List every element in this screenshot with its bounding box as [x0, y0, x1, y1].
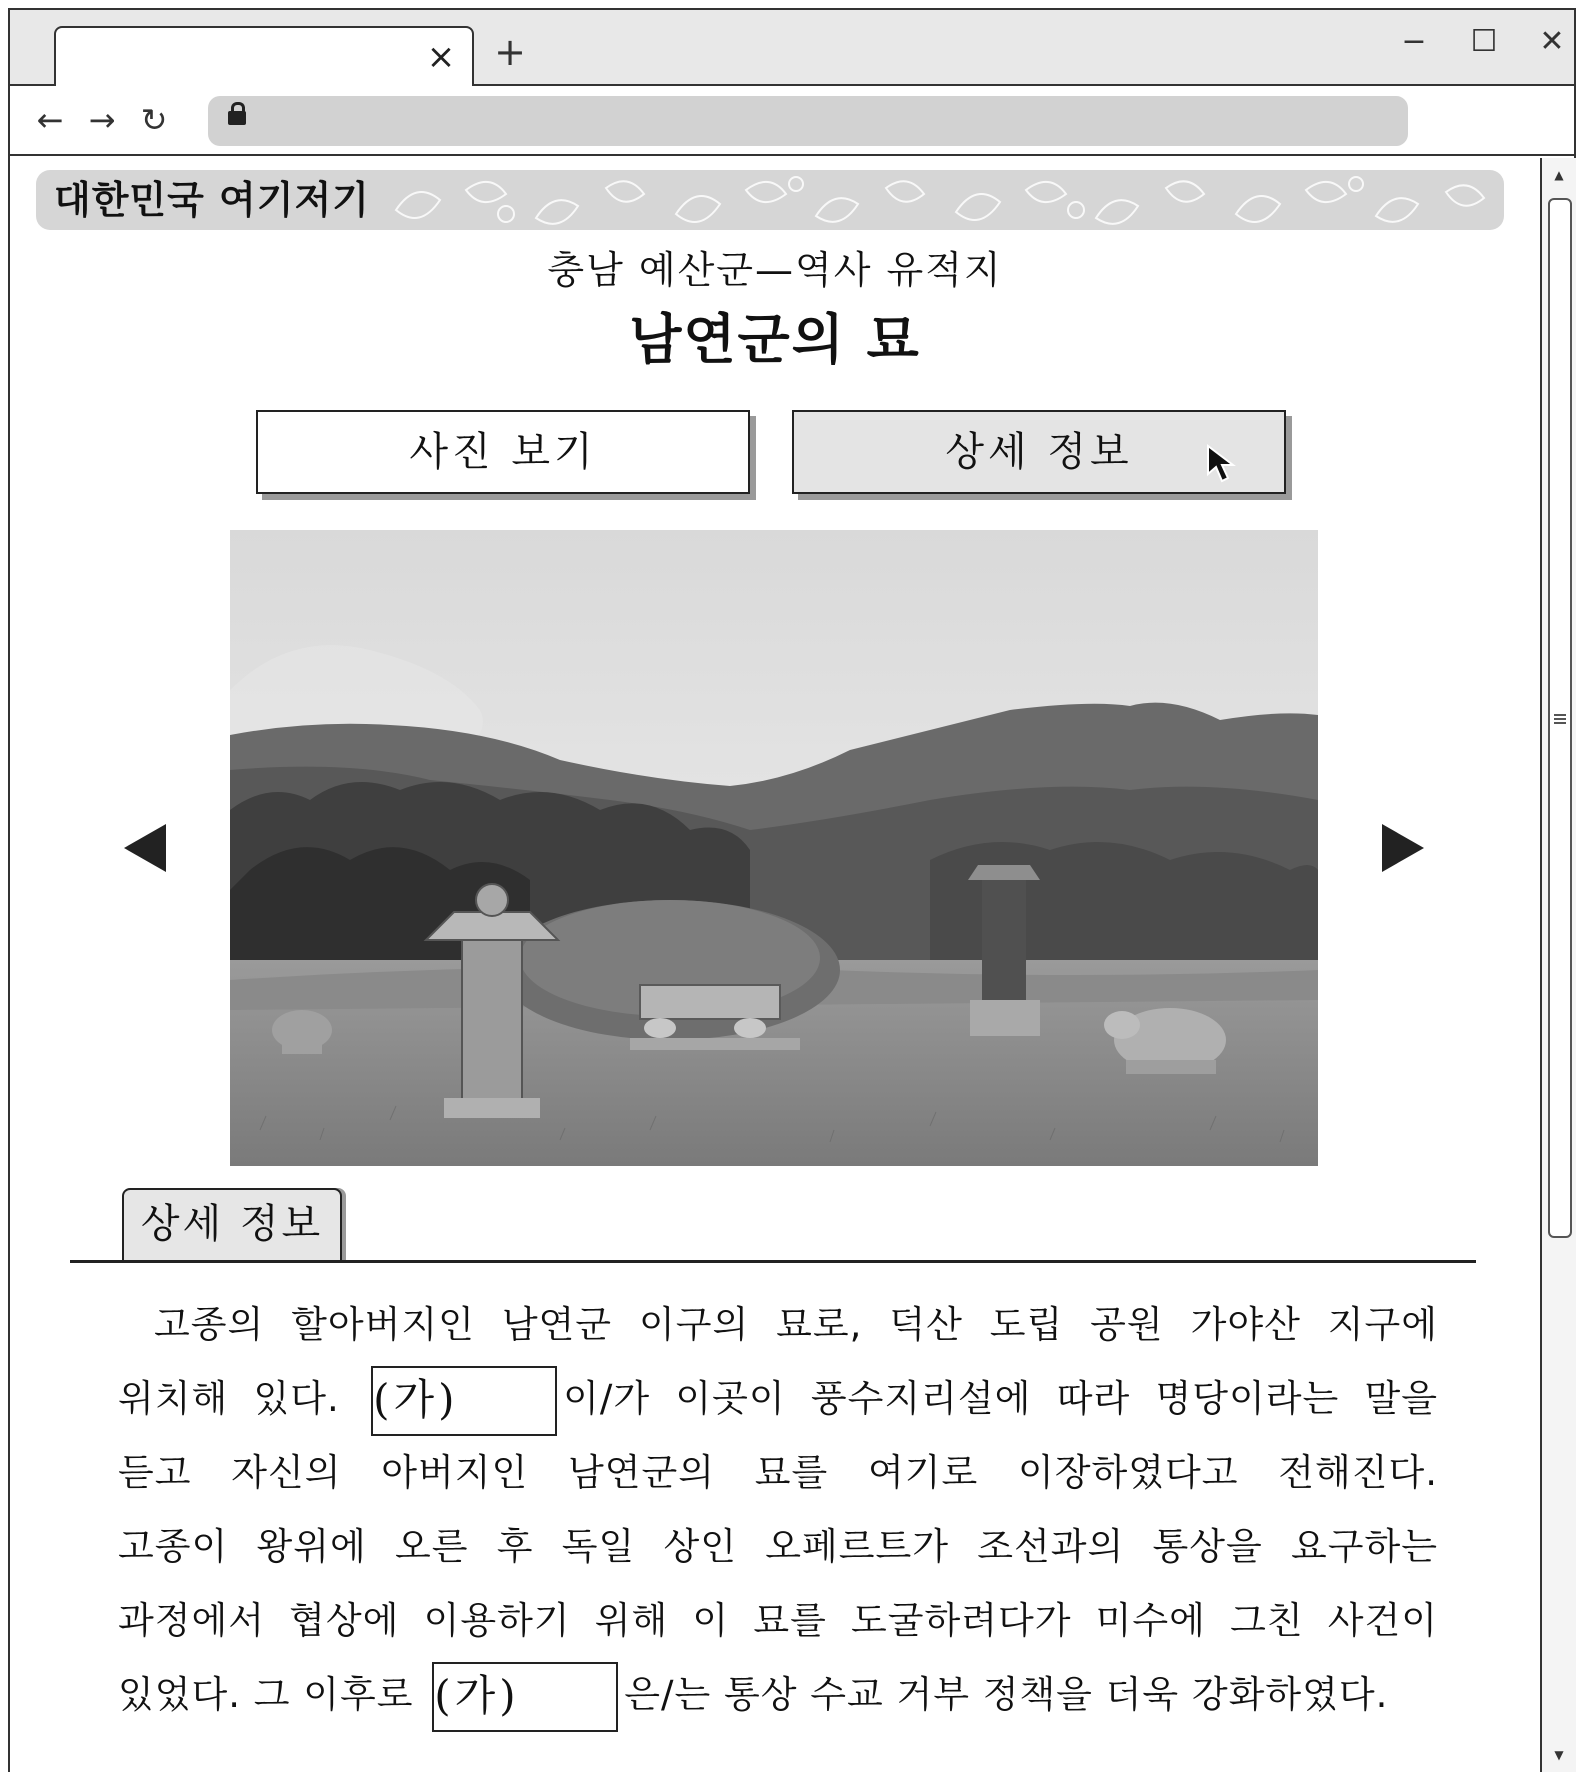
close-window-icon[interactable]: ✕ — [1539, 24, 1565, 59]
photo-view-button[interactable]: 사진 보기 — [256, 410, 750, 494]
mouse-pointer-icon — [1206, 444, 1242, 484]
body-line-6-pre: 있었다. 그 이후로 — [118, 1673, 414, 1716]
scrollbar-grip-icon — [1554, 714, 1566, 724]
body-line-6 — [118, 1658, 1438, 1732]
detail-body-text — [118, 1288, 1438, 1732]
body-line-2 — [118, 1362, 1438, 1436]
site-title[interactable]: 대한민국 여기저기 — [54, 178, 370, 222]
blank-box-a: (가) — [371, 1366, 557, 1436]
next-photo-icon[interactable] — [1380, 822, 1426, 874]
scroll-down-icon[interactable]: ▼ — [1554, 1748, 1564, 1762]
address-bar[interactable] — [208, 96, 1408, 146]
browser-window — [8, 8, 1576, 1772]
browser-tab[interactable] — [54, 26, 474, 88]
tomb-landscape-image — [230, 530, 1318, 1166]
new-tab-icon[interactable]: + — [494, 30, 526, 74]
scroll-up-icon[interactable]: ▲ — [1554, 168, 1564, 182]
vertical-scrollbar[interactable] — [1540, 158, 1576, 1772]
reload-icon[interactable]: ↻ — [140, 101, 168, 139]
body-line-5: 과정에서 협상에 이용하기 위해 이 묘를 도굴하려다가 미수에 그친 사건이 — [118, 1599, 1438, 1642]
body-line-2-post: 이/가 이곳이 풍수지리설에 따라 명당이라는 말을 — [563, 1377, 1439, 1420]
body-line-2-pre: 위치해 있다. — [118, 1377, 340, 1420]
body-line-6-post: 은/는 통상 수교 거부 정책을 더욱 강화하였다. — [624, 1673, 1389, 1716]
body-line-1 — [118, 1288, 1438, 1362]
detail-section-divider — [70, 1260, 1476, 1263]
scrollbar-thumb[interactable] — [1548, 198, 1572, 1238]
page-title: 남연군의 묘 — [629, 308, 921, 371]
site-header — [36, 170, 1504, 230]
lock-icon — [228, 111, 246, 125]
tomb-photo — [230, 530, 1318, 1166]
blank-box-a-2: (가) — [432, 1662, 618, 1732]
previous-photo-icon[interactable] — [122, 822, 168, 874]
tab-bar — [10, 10, 1574, 86]
back-icon[interactable]: ← — [36, 101, 64, 139]
page-subtitle: 충남 예산군—역사 유적지 — [547, 248, 1003, 292]
body-line-3: 듣고 자신의 아버지인 남연군의 묘를 여기로 이장하였다고 전해진다. — [118, 1451, 1438, 1494]
body-line-4: 고종이 왕위에 오른 후 독일 상인 오페르트가 조선과의 통상을 요구하는 — [118, 1525, 1438, 1568]
detail-section-tab[interactable]: 상세 정보 — [122, 1188, 342, 1262]
minimize-icon[interactable]: − — [1401, 24, 1427, 59]
tab-close-icon[interactable]: × — [426, 37, 456, 77]
body-line-1-text: 고종의 할아버지인 남연군 이구의 묘로, 덕산 도립 공원 가야산 지구에 — [154, 1303, 1438, 1346]
page-viewport — [10, 158, 1576, 1772]
navigation-bar — [10, 86, 1574, 156]
maximize-icon[interactable]: ☐ — [1470, 24, 1498, 59]
detail-info-button[interactable]: 상세 정보 — [792, 410, 1286, 494]
forward-icon[interactable]: → — [88, 101, 116, 139]
